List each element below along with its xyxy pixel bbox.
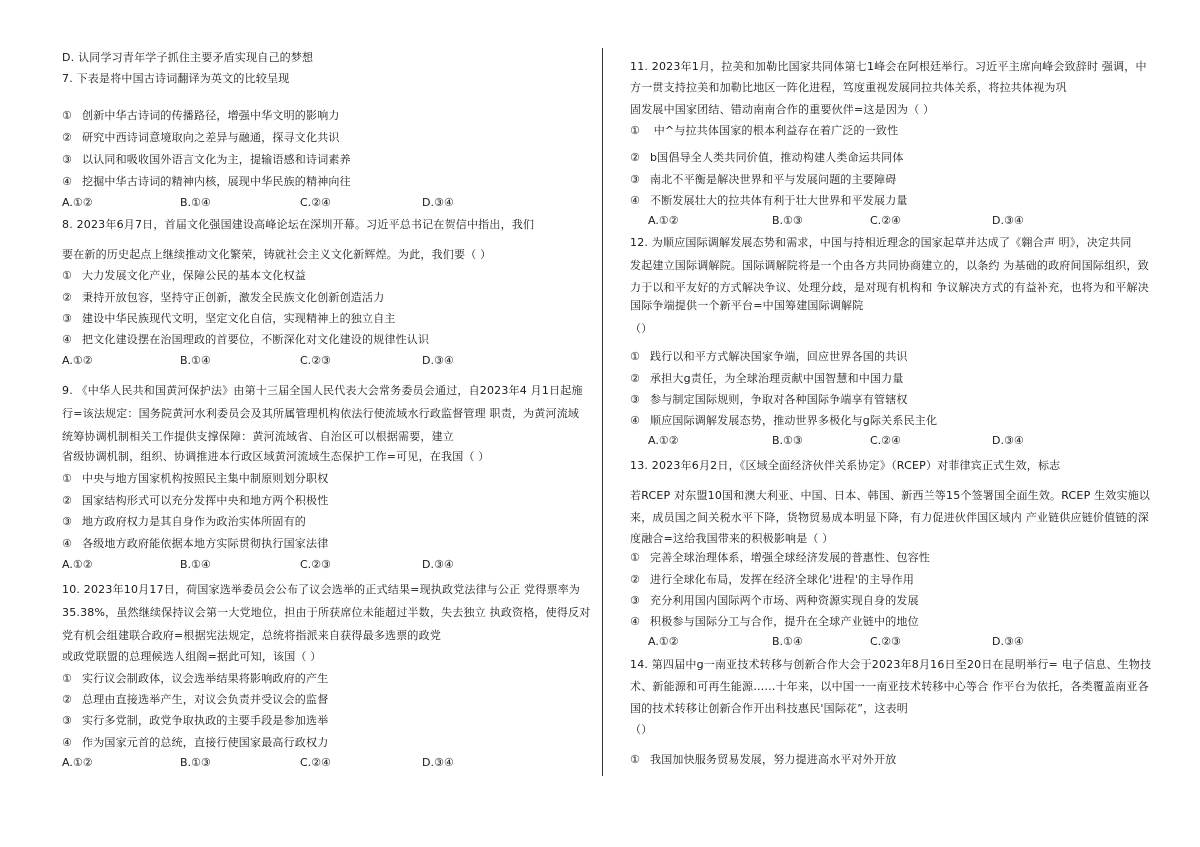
q11-line: 方一贯支持拉美和加勒比地区一阵化进程，笃度重视发展同拉共体关系，将拉共体视为巩 (630, 81, 1067, 94)
choice-b[interactable]: B.①③ (180, 756, 211, 769)
choice-c[interactable]: C.②③ (300, 354, 331, 367)
choice-a[interactable]: A.①② (62, 196, 93, 209)
option-text: 顺应国际调解发展态势，推动世界多极化与g际关系民主化 (650, 414, 938, 427)
q14-option (630, 753, 896, 767)
q14-line: 术、新能源和可再生能源……十年来，以中国一一南亚技术转移中心等合 作平台为依托，各类覆盖南亚各 (630, 680, 1149, 693)
option-number: ① (62, 672, 73, 685)
choice-c[interactable]: C.②④ (300, 756, 331, 769)
option-text: 建设中华民族现代文明，坚定文化自信，实现精神上的独立自主 (82, 312, 396, 325)
q8-line: 8. 2023年6月7日，首届文化强国建设高峰论坛在深圳开幕。习近平总书记在贺信中指出，我们 (62, 218, 535, 231)
q12-option (630, 350, 908, 364)
option-text: b国倡导全人类共同价值，推动构建人类命运共同体 (650, 151, 904, 164)
q13-line: 13. 2023年6月2日，《区域全面经济伙伴关系协定》（RCEP）对菲律宾正式生效，标志 (630, 459, 1061, 472)
choice-a[interactable]: A.①② (648, 214, 679, 227)
q10-line: 党有机会组建联合政府=根据宪法规定，总统将指派来自获得最多选票的政党 (62, 629, 442, 642)
q10-option (62, 672, 328, 686)
option-number: ③ (630, 173, 641, 186)
choice-b[interactable]: B.①③ (772, 214, 803, 227)
option-text: 各级地方政府能依据本地方实际贯彻执行国家法律 (82, 537, 329, 550)
choice-b[interactable]: B.①④ (180, 558, 211, 571)
q13-option (630, 573, 914, 587)
option-number: ① (62, 109, 73, 122)
option-text: 秉持开放包容，坚持守正创新，激发全民族文化创新创造活力 (82, 291, 385, 304)
option-number: ② (630, 372, 641, 385)
q13-line: 若RCEP 对东盟10国和澳大利亚、中国、日本、韩国、新西兰等15个签署国全面生效。RCEP 生效实施以 (630, 489, 1151, 502)
q10-line: 35.38%，虽然继续保持议会第一大党地位，担由于所获席位未能超过半数，失去独立 执政资格，使得反对 (62, 606, 591, 619)
q9-option (62, 472, 328, 486)
q10-option (62, 693, 328, 707)
q9-option (62, 494, 328, 508)
q7-option (62, 153, 351, 167)
option-text: 作为国家元首的总统，直接行使国家最高行政权力 (82, 736, 329, 749)
q14-line: （） (630, 723, 653, 736)
option-number: ③ (62, 312, 73, 325)
q14-line: 国的技术转移让创新合作开出科技惠民'国际花”，这表明 (630, 702, 908, 715)
choice-d[interactable]: D.③④ (992, 214, 1024, 227)
option-text: 以认同和吸收国外语言文化为主，提输语感和诗词素养 (82, 153, 351, 166)
option-text: 积极参与国际分工与合作，提升在全球产业链中的地位 (650, 615, 919, 628)
option-number: ① (62, 472, 73, 485)
choice-d[interactable]: D.③④ (422, 354, 454, 367)
option-number: ④ (62, 537, 73, 550)
option-number: ④ (62, 736, 73, 749)
option-text: 进行全球化布局，发挥在经济全球化'进程'的主导作用 (650, 573, 915, 586)
choice-a[interactable]: A.①② (648, 434, 679, 447)
q12-line: （） (630, 322, 653, 335)
q11-line: 11. 2023年1月，拉美和加勒比国家共同体第七1峰会在阿根廷举行。习近平主席向峰会致辞时 强调，中 (630, 60, 1147, 73)
q9-line: 9. 《中华人民共和国黄河保护法》由第十三届全国人民代表大会常务委员会通过，自2023年4 月1日起施 (62, 384, 583, 397)
column-divider (602, 48, 603, 776)
option-number: ③ (62, 714, 73, 727)
option-number: ③ (630, 393, 641, 406)
option-text: 实行多党制，政党争取执政的主要手段是参加选举 (82, 714, 329, 727)
q9-line: 统筹协调机制相关工作提供支撑保障：黄河流域省、自治区可以根据需要，建立 (62, 430, 454, 443)
option-text: 不断发展壮大的拉共体有利于壮大世界和平发展力量 (650, 194, 908, 207)
choice-b[interactable]: B.①③ (772, 434, 803, 447)
q8-option (62, 269, 306, 283)
q12-option (630, 372, 904, 386)
q12-line: 国际争端提供一个新平台=中国筹建国际调解院 (630, 299, 864, 312)
choice-c[interactable]: C.②④ (870, 434, 901, 447)
q13-option (630, 551, 930, 565)
option-text: 国家结构形式可以充分发挥中央和地方两个积极性 (82, 494, 329, 507)
q7-option (62, 109, 340, 123)
choice-c[interactable]: C.②④ (300, 196, 331, 209)
choice-b[interactable]: B.①④ (180, 196, 211, 209)
option-number: ④ (630, 414, 641, 427)
choice-d[interactable]: D.③④ (992, 434, 1024, 447)
option-text: 把文化建设摆在治国理政的首要位，不断深化对文化建设的规律性认识 (82, 333, 430, 346)
option-text: 承担大g责任，为全球治理贡献中国智慧和中国力量 (650, 372, 904, 385)
option-number: ② (62, 131, 73, 144)
text-line: 7. 下表是将中国古诗词翻译为英文的比较呈现 (62, 72, 290, 85)
q7-option (62, 131, 340, 145)
choice-c[interactable]: C.②④ (870, 214, 901, 227)
q13-option (630, 594, 919, 608)
q9-line: 行=该法规定：国务院黄河水利委员会及其所属管理机构依法行使流域水行政监督管理 职责，为黄河流域 (62, 407, 580, 420)
option-number: ① (62, 269, 73, 282)
choice-a[interactable]: A.①② (62, 756, 93, 769)
option-number: ③ (630, 594, 641, 607)
option-number: ② (630, 151, 641, 164)
option-text: 中央与地方国家机构按照民主集中制原则划分职权 (82, 472, 329, 485)
option-number: ④ (62, 175, 73, 188)
option-number: ④ (62, 333, 73, 346)
choice-d[interactable]: D.③④ (422, 196, 454, 209)
choice-b[interactable]: B.①④ (772, 635, 803, 648)
option-text: 实行议会制政体，议会选举结果将影响政府的产生 (82, 672, 329, 685)
q10-line: 或政党联盟的总理候选人组阁=据此可知，该国（ ） (62, 650, 322, 663)
option-text: 挖掘中华古诗词的精神内核，展现中华民族的精神向往 (82, 175, 351, 188)
q8-option (62, 312, 396, 326)
q11-line: 固发展中国家团结、错动南南合作的重要伙伴=这是因为（ ） (630, 103, 935, 116)
q11-option (630, 194, 908, 208)
choice-c[interactable]: C.②③ (300, 558, 331, 571)
option-number: ② (62, 494, 73, 507)
q11-option (630, 173, 896, 187)
q12-line: 12. 为顺应国际调解发展态势和需求，中国与持相近理念的国家起草并达成了《翱合声 明》，决定共同 (630, 236, 1132, 249)
option-number: ② (62, 291, 73, 304)
choice-d[interactable]: D.③④ (422, 756, 454, 769)
q9-line: 省级协调机制，组织、协调推进本行政区域黄河流域生态保护工作=可见，在我国（ ） (62, 450, 490, 463)
q8-option (62, 333, 429, 347)
q12-option (630, 393, 908, 407)
choice-d[interactable]: D.③④ (992, 635, 1024, 648)
option-number: ① (630, 124, 641, 137)
q13-line: 来，成员国之间关税水平下降，货物贸易成本明显下降，有力促进伙伴国区域内 产业链供应链价值链的深 (630, 511, 1149, 524)
option-text: 中^与拉共体国家的根本利益存在着广泛的一致性 (650, 124, 899, 137)
choice-a[interactable]: A.①② (62, 558, 93, 571)
option-number: ④ (630, 615, 641, 628)
q7-option (62, 175, 351, 189)
option-text: 南北不平衡是解决世界和平与发展问题的主要障碍 (650, 173, 897, 186)
q12-line: 发起建立国际调解院。国际调解院将是一个由各方共同协商建立的，以条约 为基础的政府间国际组织，致 (630, 259, 1149, 272)
option-number: ④ (630, 194, 641, 207)
option-text: 创新中华古诗词的传播路径，增强中华文明的影响力 (82, 109, 340, 122)
q10-line: 10. 2023年10月17日，荷国家选举委员会公布了议会选举的正式结果=现执政党法律与公正 党得票率为 (62, 583, 581, 596)
option-text: 大力发展文化产业，保障公民的基本文化权益 (82, 269, 306, 282)
option-number: ① (630, 753, 641, 766)
choice-c[interactable]: C.②③ (870, 635, 901, 648)
q8-line: 要在新的历史起点上继续推动文化繁荣，铸就社会主义文化新辉煌。为此，我们要（ ） (62, 248, 492, 261)
q13-line: 度融合=这给我国带来的积极影响是（ ） (630, 532, 834, 545)
q14-line: 14. 第四届中g一南亚技术转移与创新合作大会于2023年8月16日至20日在昆明举行= 电子信息、生物技 (630, 658, 1152, 671)
option-text: 地方政府权力是其自身作为政治实体所固有的 (82, 515, 306, 528)
choice-b[interactable]: B.①④ (180, 354, 211, 367)
q12-option (630, 414, 937, 428)
q10-option (62, 736, 328, 750)
q12-line: 力于以和平友好的方式解决争议、处理分歧，是对现有机构和 争议解决方式的有益补充，也将为和平解决 (630, 281, 1149, 294)
option-number: ① (630, 350, 641, 363)
option-text: 总理由直接选举产生，对议会负责并受议会的监督 (82, 693, 329, 706)
choice-a[interactable]: A.①② (62, 354, 93, 367)
option-text: 我国加快服务贸易发展，努力提进高水平对外开放 (650, 753, 897, 766)
q13-option (630, 615, 919, 629)
option-text: 充分利用国内国际两个市场、两种资源实现自身的发展 (650, 594, 919, 607)
choice-d[interactable]: D.③④ (422, 558, 454, 571)
option-number: ② (62, 693, 73, 706)
option-text: 研究中西诗词意境取向之差异与融通，探寻文化共识 (82, 131, 340, 144)
option-text: 参与制定国际规则，争取对各种国际争端享有管辖权 (650, 393, 908, 406)
option-number: ③ (62, 515, 73, 528)
text-line: D. 认同学习青年学子抓住主要矛盾实现自己的梦想 (62, 51, 314, 64)
option-number: ① (630, 551, 641, 564)
option-number: ③ (62, 153, 73, 166)
option-text: 完善全球治理体系，增强全球经济发展的普惠性、包容性 (650, 551, 930, 564)
q9-option (62, 537, 328, 551)
q10-option (62, 714, 328, 728)
q8-option (62, 291, 384, 305)
choice-a[interactable]: A.①② (648, 635, 679, 648)
q11-option (630, 124, 898, 138)
q9-option (62, 515, 306, 529)
q11-option (630, 151, 904, 165)
option-number: ② (630, 573, 641, 586)
option-text: 践行以和平方式解决国家争端，回应世界各国的共识 (650, 350, 908, 363)
